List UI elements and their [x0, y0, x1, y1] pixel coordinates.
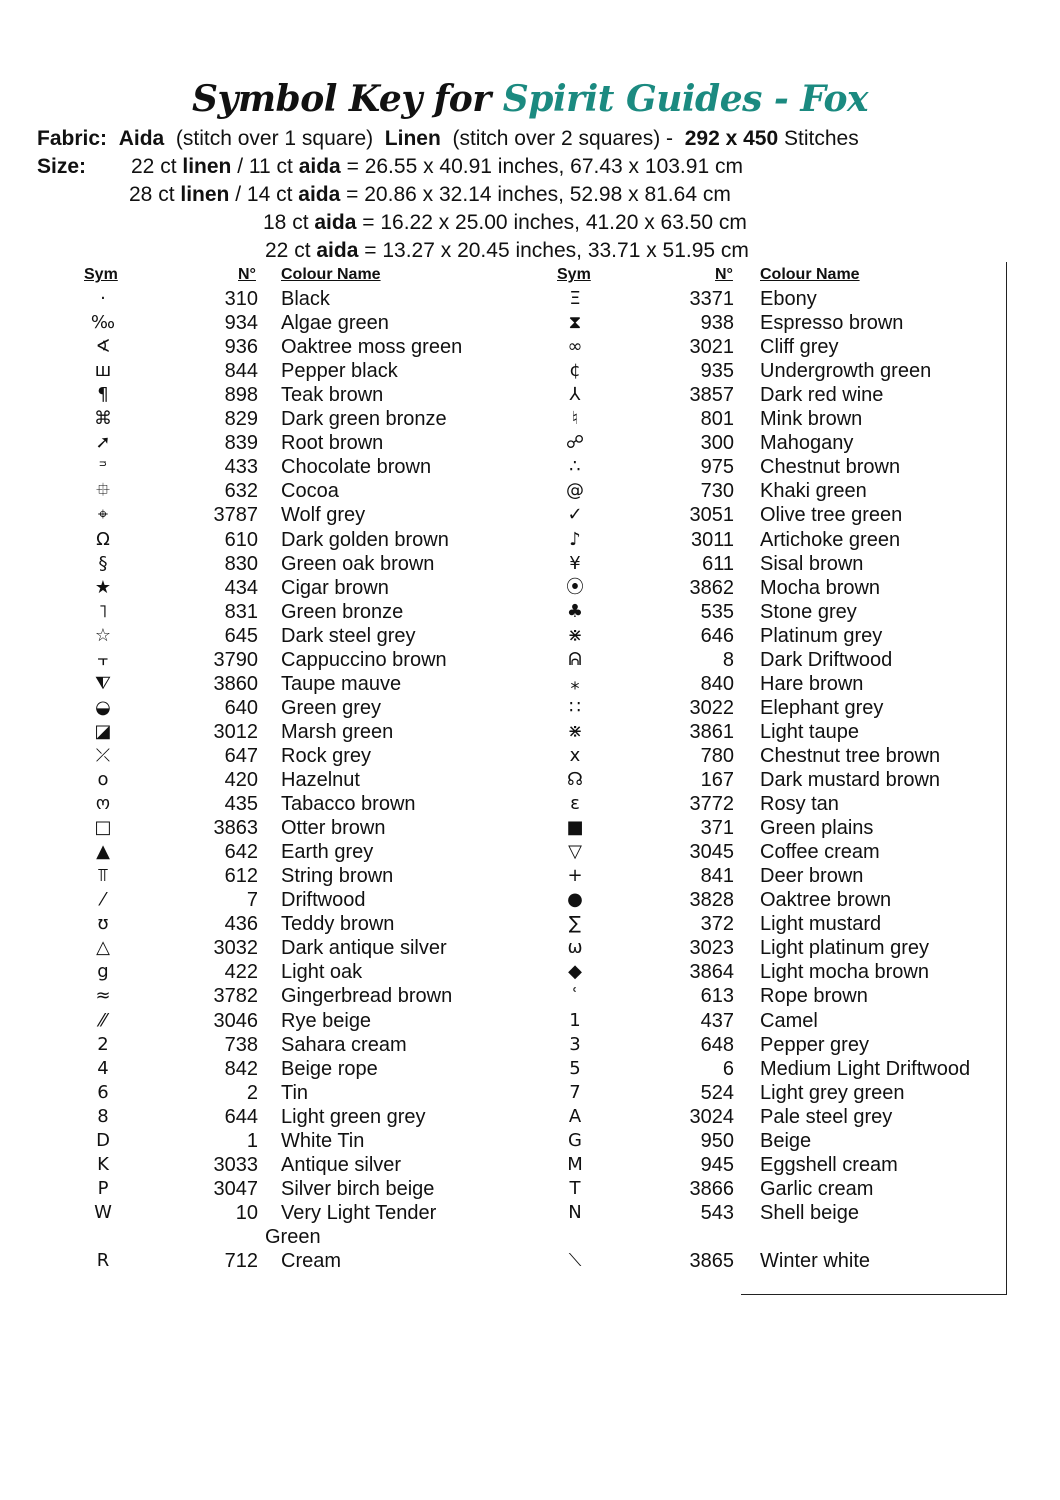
number-cell: 10	[235, 1201, 258, 1224]
colour-name-cell: Dark steel grey	[281, 624, 416, 647]
number-cell: 3865	[689, 1250, 734, 1272]
symbol-cell: ◒	[95, 696, 111, 718]
pattern-name: Spirit Guides - Fox	[502, 78, 868, 120]
header-name-right: Colour Name	[760, 266, 860, 283]
table-row	[0, 455, 1000, 479]
colour-name-cell: Deer brown	[760, 865, 864, 888]
symbol-cell: ☆	[94, 624, 112, 646]
symbol-cell: ¢	[569, 360, 581, 382]
number-cell: 730	[700, 480, 734, 503]
colour-name-cell: Shell beige	[760, 1201, 859, 1224]
colour-name-cell: Light taupe	[760, 720, 859, 743]
colour-name-cell: Sahara cream	[281, 1033, 407, 1056]
symbol-cell: §	[98, 552, 108, 574]
colour-name-cell: Hazelnut	[281, 769, 360, 791]
number-cell: 842	[224, 1057, 258, 1080]
symbol-cell: ⦿	[566, 576, 584, 598]
number-cell: 738	[224, 1033, 258, 1056]
table-row	[0, 1057, 1000, 1081]
colour-name-cell: Stone grey	[760, 600, 857, 623]
symbol-cell: ●	[567, 889, 583, 911]
symbol-cell: D	[96, 1129, 110, 1151]
number-cell: 840	[700, 672, 734, 695]
number-cell: 644	[224, 1105, 258, 1128]
colour-name-cell: Otter brown	[281, 817, 386, 840]
symbol-cell: ∑	[568, 913, 582, 935]
table-row	[0, 1009, 1000, 1033]
colour-name-cell: Algae green	[281, 312, 389, 335]
number-cell: 829	[224, 408, 258, 431]
number-cell: 3012	[213, 720, 258, 743]
right-border	[1006, 262, 1007, 1295]
symbol-cell: ⁎	[570, 672, 580, 694]
symbol-cell: N	[568, 1201, 582, 1223]
colour-name-cell: Wolf grey	[281, 504, 366, 527]
table-row	[0, 888, 1000, 912]
colour-name-cell: Pale steel grey	[760, 1105, 893, 1128]
number-cell: 3787	[213, 504, 258, 527]
table-row	[0, 1129, 1000, 1153]
number-cell: 611	[702, 552, 734, 575]
symbol-cell: ⋇	[567, 624, 583, 646]
number-cell: 437	[700, 1009, 734, 1032]
number-cell: 3371	[689, 288, 734, 310]
colour-name-cell: Cream	[281, 1250, 342, 1272]
number-cell: 371	[700, 817, 734, 840]
symbol-cell: △	[96, 937, 110, 959]
number-cell: 934	[224, 312, 258, 335]
symbol-cell: ε	[570, 793, 580, 815]
number-cell: 936	[224, 336, 258, 359]
symbol-cell: G	[568, 1129, 582, 1151]
symbol-cell: ω	[567, 937, 583, 959]
symbol-cell: R	[96, 1250, 110, 1271]
number-cell: 372	[700, 913, 734, 936]
colour-name-cell: Winter white	[760, 1250, 871, 1272]
table-row	[0, 1249, 1000, 1273]
colour-name-cell: Black	[281, 288, 330, 310]
table-row	[0, 287, 1000, 311]
symbol-cell: 2	[97, 1033, 109, 1055]
symbol-cell: Ω	[96, 528, 110, 550]
number-cell: 935	[700, 360, 734, 383]
symbol-cell: ◪	[94, 720, 112, 742]
symbol-cell: ⌘	[94, 408, 112, 430]
symbol-cell: ☊	[567, 769, 583, 790]
number-cell: 434	[224, 576, 258, 599]
colour-name-cell: Light platinum grey	[760, 937, 929, 960]
symbol-cell: 5	[569, 1057, 581, 1079]
number-cell: 3051	[689, 504, 734, 527]
table-row	[0, 1201, 1000, 1225]
size-line-1: Size: 22 ct linen / 11 ct aida = 26.55 x 40.91 inches, 67.43 x 103.91 cm	[37, 155, 743, 178]
colour-name-cell: Sisal brown	[760, 552, 864, 575]
colour-name-cell: Light oak	[281, 961, 363, 984]
symbol-cell: ᕱ	[568, 648, 582, 670]
symbol-cell: ∴	[569, 456, 581, 478]
symbol-cell: ∷	[569, 696, 581, 718]
colour-name-cell: Eggshell cream	[760, 1153, 898, 1176]
symbol-cell: W	[94, 1201, 112, 1223]
number-cell: 3047	[213, 1177, 258, 1200]
symbol-cell: ➚	[95, 432, 111, 454]
colour-name-cell: Hare brown	[760, 672, 864, 695]
colour-name-cell: Very Light Tender	[281, 1201, 437, 1224]
number-cell: 975	[700, 456, 734, 479]
number-cell: 945	[700, 1153, 734, 1176]
number-cell: 610	[224, 528, 258, 551]
number-cell: 3790	[213, 648, 258, 671]
colour-name-cell: Light green grey	[281, 1105, 426, 1128]
colour-name-cell: Earth grey	[281, 841, 374, 864]
number-cell: 648	[700, 1033, 734, 1056]
symbol-cell: ♪	[569, 528, 581, 550]
symbol-cell: ⧨	[94, 672, 112, 694]
colour-name-cell: Green bronze	[281, 600, 404, 623]
size-line-3: 18 ct aida = 16.22 x 25.00 inches, 41.20 x 63.50 cm	[263, 211, 747, 234]
number-cell: 3857	[689, 384, 734, 407]
number-cell: 7	[246, 889, 258, 912]
number-cell: 612	[224, 865, 258, 888]
table-row	[0, 624, 1000, 648]
number-cell: 3866	[689, 1177, 734, 1200]
colour-name-cell: White Tin	[281, 1129, 365, 1152]
symbol-cell: ✓	[567, 504, 583, 526]
colour-name-cell: Artichoke green	[760, 528, 901, 551]
number-cell: 3022	[689, 696, 734, 719]
symbol-cell: ♮	[571, 408, 579, 430]
symbol-cell: ≈	[95, 985, 111, 1007]
symbol-cell: ◆	[568, 961, 582, 983]
number-cell: 801	[700, 408, 734, 431]
table-row	[0, 768, 1000, 792]
table-row	[0, 672, 1000, 696]
colour-name-cell: Dark Driftwood	[760, 648, 893, 671]
colour-name-cell: Taupe mauve	[281, 672, 402, 695]
number-cell: 3828	[689, 889, 734, 912]
symbol-cell: 6	[97, 1081, 109, 1103]
table-row	[0, 792, 1000, 816]
table-row	[0, 744, 1000, 768]
colour-name-cell: Garlic cream	[760, 1177, 874, 1200]
number-cell: 535	[700, 600, 734, 623]
symbol-cell: T	[569, 1177, 581, 1199]
symbol-cell: g	[97, 961, 109, 983]
number-cell: 938	[700, 312, 734, 335]
number-cell: 3032	[213, 937, 258, 960]
number-cell: 3024	[689, 1105, 734, 1128]
colour-name-cell: Coffee cream	[760, 841, 880, 864]
colour-name-cell: Beige rope	[281, 1057, 378, 1080]
colour-name-cell: Rosy tan	[760, 793, 839, 816]
colour-name-cell: Cappuccino brown	[281, 648, 447, 671]
colour-name-cell: Light mustard	[760, 913, 882, 936]
symbol-cell: ⫟	[97, 648, 109, 670]
colour-name-cell: Olive tree green	[760, 504, 903, 527]
number-cell: 3023	[689, 937, 734, 960]
table-row-continuation	[0, 1225, 1000, 1249]
table-row	[0, 1081, 1000, 1105]
number-cell: 646	[700, 624, 734, 647]
symbol-cell: ˥	[98, 600, 108, 622]
symbol-cell: ⋇	[567, 720, 583, 742]
table-row	[0, 720, 1000, 744]
symbol-cell: 3	[569, 1033, 581, 1055]
table-row	[0, 576, 1000, 600]
symbol-cell: 8	[97, 1105, 109, 1127]
number-cell: 3772	[689, 793, 734, 816]
number-cell: 645	[224, 624, 258, 647]
table-row	[0, 696, 1000, 720]
table-row	[0, 359, 1000, 383]
number-cell: 3046	[213, 1009, 258, 1032]
number-cell: 632	[224, 480, 258, 503]
number-cell: 780	[700, 744, 734, 767]
table-row	[0, 311, 1000, 335]
colour-name-cell: Light mocha brown	[760, 961, 929, 984]
symbol-cell: ♣	[566, 600, 584, 622]
number-cell: 8	[722, 648, 734, 671]
symbol-cell: 7	[569, 1081, 581, 1103]
symbol-cell: ⧗	[568, 312, 582, 334]
number-cell: 310	[224, 288, 258, 310]
colour-name-cell: Rye beige	[281, 1009, 372, 1032]
colour-name-cell: Chestnut brown	[760, 456, 901, 479]
colour-name-cell: Rock grey	[281, 744, 372, 767]
symbol-cell: ▲	[96, 841, 110, 863]
colour-name-cell: String brown	[281, 865, 394, 888]
table-row	[0, 1177, 1000, 1201]
colour-name-cell: Beige	[760, 1129, 812, 1152]
header-num-right: N°	[715, 266, 733, 283]
number-cell: 831	[224, 600, 258, 623]
symbol-cell: ‰	[90, 312, 116, 334]
symbol-cell: K	[97, 1153, 109, 1175]
header-name-left: Colour Name	[281, 266, 381, 283]
symbol-cell: ⅄	[569, 384, 581, 406]
table-row	[0, 816, 1000, 840]
symbol-cell: Ξ	[569, 288, 581, 309]
table-row	[0, 383, 1000, 407]
colour-name-cell: Oaktree moss green	[281, 336, 463, 359]
colour-name-cell: Gingerbread brown	[281, 985, 453, 1008]
symbol-cell: ო	[95, 793, 111, 815]
colour-name-cell: Khaki green	[760, 480, 867, 503]
number-cell: 844	[224, 360, 258, 383]
number-cell: 3011	[690, 528, 734, 551]
number-cell: 167	[700, 769, 734, 791]
colour-name-cell: Mink brown	[760, 408, 863, 431]
colour-name-cell: Antique silver	[281, 1153, 402, 1176]
number-cell: 898	[224, 384, 258, 407]
number-cell: 524	[700, 1081, 734, 1104]
symbol-cell: □	[94, 817, 112, 839]
colour-name-cell: Teddy brown	[281, 913, 395, 936]
table-row	[0, 840, 1000, 864]
colour-name-cell: Mahogany	[760, 432, 854, 455]
symbol-cell: ʿ	[572, 985, 578, 1007]
number-cell: 3782	[213, 985, 258, 1008]
header-sym-left: Sym	[84, 266, 118, 283]
colour-name-cell: Chocolate brown	[281, 456, 432, 479]
colour-name-cell: Green	[265, 1225, 321, 1248]
colour-name-cell: Teak brown	[281, 384, 384, 407]
colour-name-cell: Root brown	[281, 432, 384, 455]
number-cell: 642	[224, 841, 258, 864]
number-cell: 420	[224, 769, 258, 791]
symbol-cell: ⯐	[96, 480, 110, 502]
title-prefix: Symbol Key for	[192, 78, 491, 120]
number-cell: 6	[722, 1057, 734, 1080]
symbol-cell: ⫪	[97, 865, 109, 887]
symbol-cell: o	[97, 769, 109, 790]
colour-name-cell: Tin	[281, 1081, 309, 1104]
symbol-cell: ᵙ	[98, 456, 108, 478]
symbol-cell: A	[568, 1105, 582, 1127]
symbol-cell: x	[569, 744, 581, 766]
number-cell: 3862	[689, 576, 734, 599]
fabric-line: Fabric: Aida (stitch over 1 square) Linen (stitch over 2 squares) - 292 x 450 Stitches	[37, 127, 859, 150]
table-row	[0, 936, 1000, 960]
number-cell: 3045	[689, 841, 734, 864]
number-cell: 830	[224, 552, 258, 575]
number-cell: 647	[224, 744, 258, 767]
colour-name-cell: Pepper grey	[760, 1033, 869, 1056]
table-row	[0, 648, 1000, 672]
colour-name-cell: Dark mustard brown	[760, 769, 941, 791]
symbol-cell: P	[97, 1177, 109, 1199]
table-row	[0, 1033, 1000, 1057]
table-row	[0, 335, 1000, 359]
number-cell: 3863	[213, 817, 258, 840]
number-cell: 3021	[689, 336, 734, 359]
colour-name-cell: Undergrowth green	[760, 360, 932, 383]
number-cell: 422	[224, 961, 258, 984]
colour-name-cell: Tabacco brown	[281, 793, 416, 816]
table-row	[0, 1153, 1000, 1177]
table-row	[0, 912, 1000, 936]
colour-name-cell: Cigar brown	[281, 576, 389, 599]
symbol-cell: ⁄	[101, 889, 105, 911]
number-cell: 1	[246, 1129, 258, 1152]
colour-name-cell: Espresso brown	[760, 312, 904, 335]
header-num-left: N°	[238, 266, 256, 283]
number-cell: 841	[700, 865, 734, 888]
colour-name-cell: Light grey green	[760, 1081, 905, 1104]
number-cell: 3861	[689, 720, 734, 743]
number-cell: 300	[700, 432, 734, 455]
number-cell: 2	[246, 1081, 258, 1104]
page-title	[0, 78, 1060, 120]
number-cell: 3860	[213, 672, 258, 695]
table-row	[0, 600, 1000, 624]
colour-name-cell: Rope brown	[760, 985, 868, 1008]
table-row	[0, 1105, 1000, 1129]
number-cell: 712	[224, 1250, 258, 1272]
colour-name-cell: Camel	[760, 1009, 818, 1032]
number-cell: 543	[700, 1201, 734, 1224]
table-row	[0, 552, 1000, 576]
table-row	[0, 960, 1000, 984]
colour-name-cell: Ebony	[760, 288, 817, 310]
colour-name-cell: Medium Light Driftwood	[760, 1057, 971, 1080]
number-cell: 435	[224, 793, 258, 816]
symbol-cell: @	[566, 480, 584, 502]
colour-name-cell: Mocha brown	[760, 576, 881, 599]
colour-name-cell: Pepper black	[281, 360, 398, 383]
number-cell: 433	[224, 456, 258, 479]
symbol-cell: ■	[566, 817, 584, 839]
symbol-cell: ш	[94, 360, 112, 382]
colour-name-cell: Dark red wine	[760, 384, 884, 407]
number-cell: 3033	[213, 1153, 258, 1176]
colour-name-cell: Marsh green	[281, 720, 394, 743]
symbol-cell: ⌖	[97, 504, 109, 526]
symbol-cell: ¶	[97, 384, 109, 406]
symbol-cell: M	[567, 1153, 583, 1175]
colour-name-cell: Driftwood	[281, 889, 366, 912]
symbol-cell: ⁄⁄	[99, 1009, 106, 1031]
table-row	[0, 479, 1000, 503]
colour-name-cell: Dark green bronze	[281, 408, 447, 431]
table-row	[0, 984, 1000, 1008]
colour-name-cell: Platinum grey	[760, 624, 883, 647]
symbol-cell: +	[567, 865, 583, 887]
table-row	[0, 431, 1000, 455]
symbol-cell: ʊ	[97, 913, 109, 935]
colour-name-cell: Cocoa	[281, 480, 339, 503]
symbol-cell: ·	[100, 288, 106, 309]
symbol-cell: ⟍	[568, 1250, 582, 1271]
symbol-cell: ★	[94, 576, 112, 598]
table-row	[0, 864, 1000, 888]
colour-name-cell: Chestnut tree brown	[760, 744, 941, 767]
bottom-border	[741, 1294, 1007, 1295]
symbol-cell: ▽	[568, 841, 582, 863]
symbol-cell: 1	[569, 1009, 581, 1031]
size-line-2: 28 ct linen / 14 ct aida = 20.86 x 32.14 inches, 52.98 x 81.64 cm	[129, 183, 731, 206]
number-cell: 950	[700, 1129, 734, 1152]
symbol-cell: 4	[97, 1057, 109, 1079]
colour-name-cell: Green oak brown	[281, 552, 435, 575]
colour-name-cell: Green plains	[760, 817, 874, 840]
colour-name-cell: Silver birch beige	[281, 1177, 435, 1200]
number-cell: 3864	[689, 961, 734, 984]
symbol-cell: ∢	[95, 336, 111, 358]
size-line-4: 22 ct aida = 13.27 x 20.45 inches, 33.71 x 51.95 cm	[265, 239, 749, 262]
header-sym-right: Sym	[557, 266, 591, 283]
colour-name-cell: Oaktree brown	[760, 889, 892, 912]
symbol-cell: ¥	[569, 552, 581, 574]
table-row	[0, 407, 1000, 431]
number-cell: 640	[224, 696, 258, 719]
colour-name-cell: Cliff grey	[760, 336, 839, 359]
symbol-cell: ⤫	[95, 744, 111, 766]
number-cell: 613	[700, 985, 734, 1008]
number-cell: 839	[224, 432, 258, 455]
colour-name-cell: Dark golden brown	[281, 528, 449, 551]
colour-name-cell: Elephant grey	[760, 696, 884, 719]
colour-name-cell: Dark antique silver	[281, 937, 447, 960]
table-row	[0, 528, 1000, 552]
table-row	[0, 503, 1000, 527]
colour-name-cell: Green grey	[281, 696, 382, 719]
number-cell: 436	[224, 913, 258, 936]
symbol-cell: ∞	[567, 336, 583, 358]
symbol-cell: ☍	[565, 432, 585, 454]
